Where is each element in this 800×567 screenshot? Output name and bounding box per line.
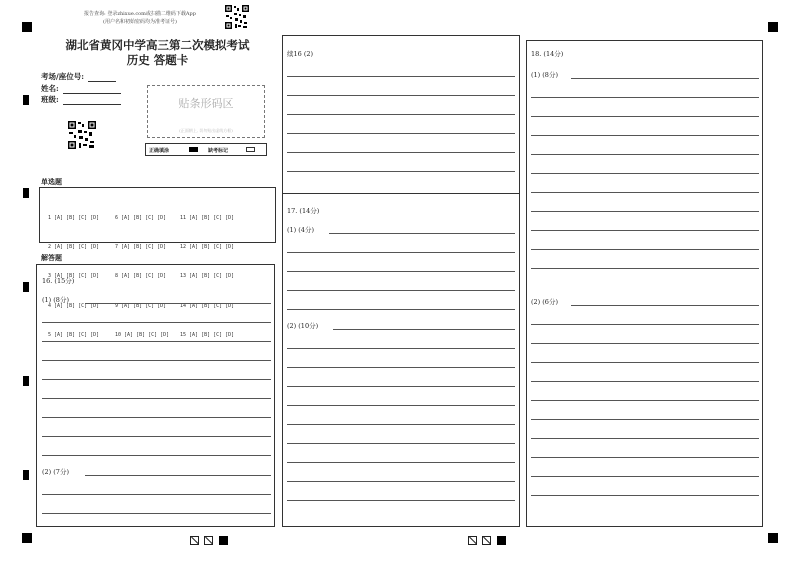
mc-row[interactable]: 7 [A] [B] [C] [D] bbox=[115, 243, 167, 250]
page-code-square-icon bbox=[204, 536, 213, 545]
page-code-square-icon bbox=[482, 536, 491, 545]
answer-line bbox=[287, 386, 515, 387]
timing-mark bbox=[23, 470, 29, 480]
answer-line bbox=[42, 322, 271, 323]
answer-line bbox=[531, 135, 759, 136]
mc-row[interactable]: 12 [A] [B] [C] [D] bbox=[180, 243, 235, 250]
answer-line bbox=[531, 192, 759, 193]
answer-line bbox=[531, 268, 759, 269]
answer-line bbox=[333, 329, 515, 330]
mc-row[interactable]: 6 [A] [B] [C] [D] bbox=[115, 214, 167, 221]
q16-title: 16. (15分) bbox=[42, 277, 75, 285]
name-line bbox=[63, 85, 121, 94]
corner-mark-bottom-right bbox=[768, 533, 778, 543]
answer-line bbox=[531, 457, 759, 458]
q18-answer-box[interactable] bbox=[526, 40, 763, 527]
timing-mark bbox=[23, 95, 29, 105]
answer-line bbox=[531, 400, 759, 401]
answer-line bbox=[531, 419, 759, 420]
corner-mark-bottom-left bbox=[22, 533, 32, 543]
answer-line bbox=[287, 290, 515, 291]
q18-title: 18. (14分) bbox=[531, 50, 564, 58]
page-title: 湖北省黄冈中学高三第二次模拟考试 bbox=[65, 38, 250, 52]
q16-continued-label: 续16 (2) bbox=[287, 50, 314, 58]
q18-part2-label: (2) (6分) bbox=[531, 298, 558, 306]
answer-line bbox=[287, 309, 515, 310]
answer-line bbox=[42, 417, 271, 418]
answer-line bbox=[287, 76, 515, 77]
answer-line bbox=[287, 443, 515, 444]
answers-heading: 解答题 bbox=[41, 253, 62, 262]
mc-row[interactable]: 9 [A] [B] [C] [D] bbox=[115, 302, 167, 309]
timing-mark bbox=[23, 282, 29, 292]
answer-line bbox=[531, 438, 759, 439]
class-line bbox=[63, 96, 121, 105]
page-code-solid-icon bbox=[497, 536, 506, 545]
corner-mark-top-right bbox=[768, 22, 778, 32]
answer-line bbox=[287, 462, 515, 463]
barcode-area bbox=[147, 85, 265, 138]
answer-line bbox=[531, 324, 759, 325]
correct-fill-label: 正确填涂 bbox=[149, 148, 170, 154]
q16-answer-box[interactable] bbox=[36, 264, 275, 527]
page-code-square-icon bbox=[468, 536, 477, 545]
answer-line bbox=[287, 114, 515, 115]
answer-line bbox=[42, 341, 271, 342]
q18-part1-label: (1) (8分) bbox=[531, 71, 558, 79]
answer-line bbox=[287, 252, 515, 253]
answer-line bbox=[85, 303, 271, 304]
q17-part1-label: (1) (4分) bbox=[287, 226, 314, 234]
barcode-hint: (正面朝上, 切勿贴出虚线方框) bbox=[179, 128, 233, 133]
q16-part2-label: (2) (7分) bbox=[42, 468, 69, 476]
answer-line bbox=[42, 455, 271, 456]
answer-line bbox=[531, 97, 759, 98]
answer-line bbox=[531, 211, 759, 212]
answer-line bbox=[287, 481, 515, 482]
answer-line bbox=[531, 381, 759, 382]
answer-line bbox=[287, 367, 515, 368]
mc-row[interactable]: 10 [A] [B] [C] [D] bbox=[115, 332, 170, 339]
page-code-solid-icon bbox=[219, 536, 228, 545]
page-subtitle: 历史 答题卡 bbox=[126, 53, 189, 67]
answer-line bbox=[531, 116, 759, 117]
fill-legend bbox=[145, 143, 267, 156]
barcode-label: 贴条形码区 bbox=[178, 97, 234, 110]
q16-part1-label: (1) (8分) bbox=[42, 296, 69, 304]
answer-line bbox=[42, 398, 271, 399]
report-notice bbox=[70, 10, 210, 26]
mc-row[interactable]: 5 [A] [B] [C] [D] bbox=[48, 332, 100, 339]
answer-line bbox=[42, 360, 271, 361]
answer-line bbox=[287, 405, 515, 406]
class-field[interactable] bbox=[41, 94, 121, 105]
answer-line bbox=[571, 78, 759, 79]
corner-mark-top-left bbox=[22, 22, 32, 32]
column-2-box bbox=[282, 35, 520, 527]
answer-line bbox=[287, 271, 515, 272]
correct-fill-sample bbox=[189, 147, 198, 152]
answer-line bbox=[531, 249, 759, 250]
answer-line bbox=[42, 494, 271, 495]
answer-line bbox=[42, 436, 271, 437]
answer-line bbox=[531, 343, 759, 344]
mc-row[interactable]: 15 [A] [B] [C] [D] bbox=[180, 332, 235, 339]
mc-row[interactable]: 3 [A] [B] [C] [D] bbox=[48, 273, 100, 280]
section-divider bbox=[283, 193, 519, 194]
answer-line bbox=[531, 154, 759, 155]
answer-line bbox=[287, 348, 515, 349]
answer-line bbox=[571, 305, 759, 306]
seat-number-line bbox=[88, 73, 116, 82]
answer-line bbox=[531, 230, 759, 231]
answer-line bbox=[287, 424, 515, 425]
answer-line bbox=[531, 495, 759, 496]
answer-line bbox=[287, 171, 515, 172]
qr-code-icon bbox=[224, 4, 250, 30]
answer-line bbox=[531, 173, 759, 174]
student-qr-code-icon bbox=[67, 120, 97, 150]
answer-line bbox=[329, 233, 515, 234]
q17-title: 17. (14分) bbox=[287, 207, 320, 215]
answer-line bbox=[287, 152, 515, 153]
mc-row[interactable]: 8 [A] [B] [C] [D] bbox=[115, 273, 167, 280]
answer-line bbox=[42, 513, 271, 514]
timing-mark bbox=[23, 376, 29, 386]
report-notice-line2: (用户名和初始密码均为准考证号) bbox=[103, 19, 177, 25]
answer-line bbox=[287, 133, 515, 134]
name-field[interactable] bbox=[41, 83, 121, 94]
answer-line bbox=[42, 379, 271, 380]
answer-line bbox=[287, 500, 515, 501]
mc-row[interactable]: 2 [A] [B] [C] [D] bbox=[48, 243, 100, 250]
answer-line bbox=[531, 476, 759, 477]
mc-row[interactable]: 1 [A] [B] [C] [D] bbox=[48, 214, 100, 221]
class-label: 班级: bbox=[41, 95, 59, 104]
answer-line bbox=[287, 95, 515, 96]
mc-row[interactable]: 11 [A] [B] [C] [D] bbox=[180, 214, 235, 221]
mc-row[interactable]: 4 [A] [B] [C] [D] bbox=[48, 302, 100, 309]
page-code-square-icon bbox=[190, 536, 199, 545]
mc-row[interactable]: 14 [A] [B] [C] [D] bbox=[180, 302, 235, 309]
q17-part2-label: (2) (10分) bbox=[287, 322, 319, 330]
absent-mark-label: 缺考标记 bbox=[208, 148, 229, 154]
absent-mark-checkbox[interactable] bbox=[246, 147, 255, 152]
multiple-choice-heading: 单选题 bbox=[41, 177, 62, 186]
report-notice-line1: 报告查询: 登录zhixue.com或扫描二维码下载App bbox=[84, 11, 196, 17]
answer-line bbox=[85, 475, 271, 476]
mc-row[interactable]: 13 [A] [B] [C] [D] bbox=[180, 273, 235, 280]
seat-number-label: 考场/座位号: bbox=[41, 72, 85, 81]
seat-number-field[interactable] bbox=[41, 71, 116, 82]
timing-mark bbox=[23, 188, 29, 198]
answer-line bbox=[531, 362, 759, 363]
name-label: 姓名: bbox=[41, 84, 59, 93]
